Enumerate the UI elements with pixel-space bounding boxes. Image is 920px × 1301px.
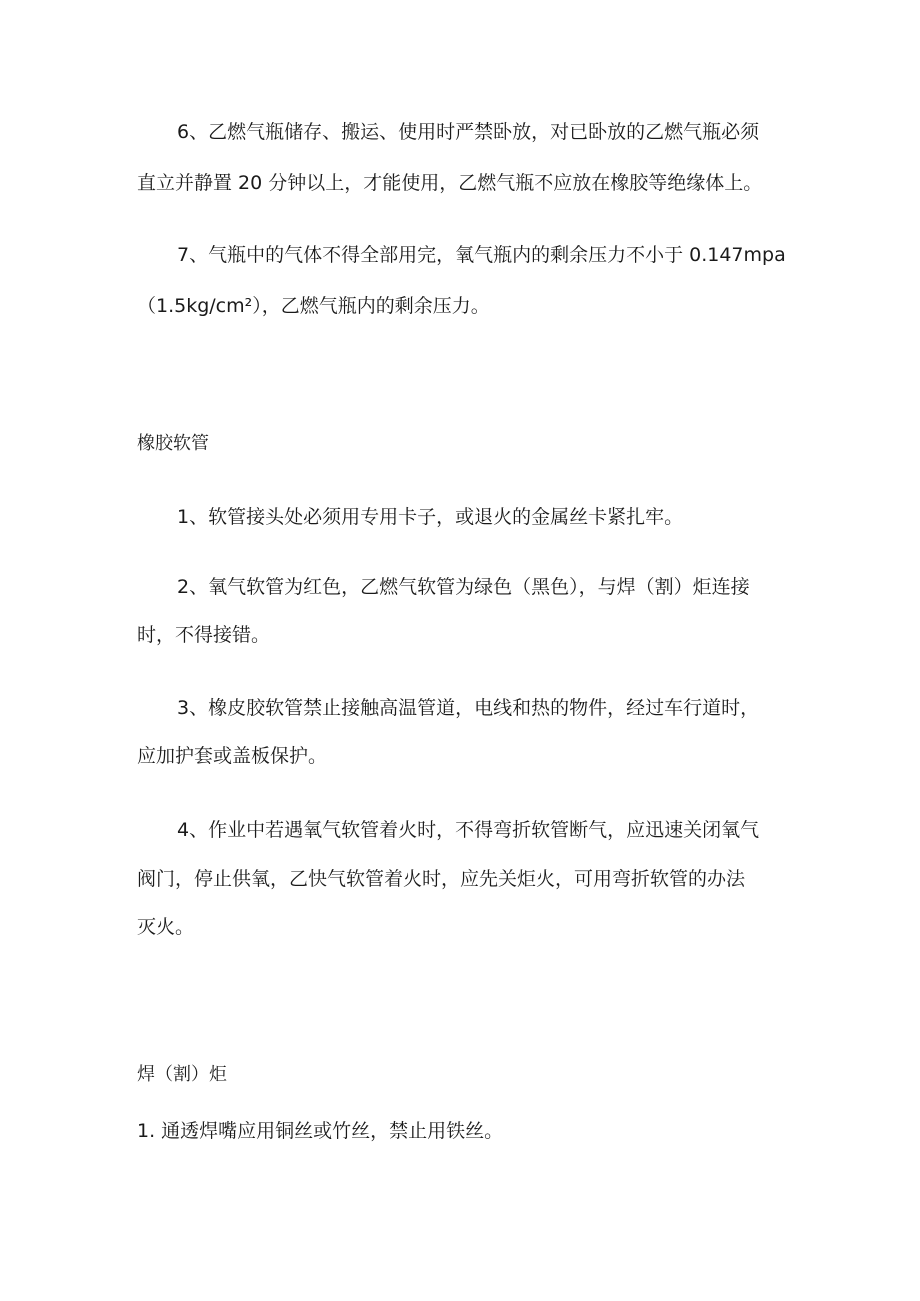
hose-item-3-line-1: 3、橡皮胶软管禁止接触高温管道，电线和热的物件，经过车行道时， bbox=[177, 697, 760, 719]
paragraph-6-line-1: 6、乙燃气瓶储存、搬运、使用时严禁卧放，对已卧放的乙燃气瓶必须 bbox=[177, 121, 760, 143]
hose-item-2-line-2: 时，不得接错。 bbox=[137, 624, 271, 646]
hose-item-1-line-1: 1、软管接头处必须用专用卡子，或退火的金属丝卡紧扎牢。 bbox=[177, 506, 684, 528]
hose-item-4-line-2: 阀门，停止供氧，乙快气软管着火时，应先关炬火，可用弯折软管的办法 bbox=[137, 868, 746, 890]
torch-item-1: 1. 通透焊嘴应用铜丝或竹丝，禁止用铁丝。 bbox=[137, 1120, 504, 1142]
hose-item-4-line-3: 灭火。 bbox=[137, 916, 195, 938]
paragraph-7-line-1: 7、气瓶中的气体不得全部用完，氧气瓶内的剩余压力不小于 0.147mpa bbox=[177, 244, 786, 266]
torch-section-heading: 焊（割）炬 bbox=[137, 1064, 227, 1085]
hose-section-heading: 橡胶软管 bbox=[137, 433, 209, 454]
hose-item-4-line-1: 4、作业中若遇氧气软管着火时，不得弯折软管断气，应迅速关闭氧气 bbox=[177, 819, 760, 841]
hose-item-2-line-1: 2、氧气软管为红色，乙燃气软管为绿色（黑色），与焊（割）炬连接 bbox=[177, 576, 750, 598]
paragraph-7-line-2: （1.5kg/cm²），乙燃气瓶内的剩余压力。 bbox=[137, 295, 490, 317]
paragraph-6-line-2: 直立并静置 20 分钟以上，才能使用，乙燃气瓶不应放在橡胶等绝缘体上。 bbox=[137, 172, 763, 194]
hose-item-3-line-2: 应加护套或盖板保护。 bbox=[137, 745, 328, 767]
